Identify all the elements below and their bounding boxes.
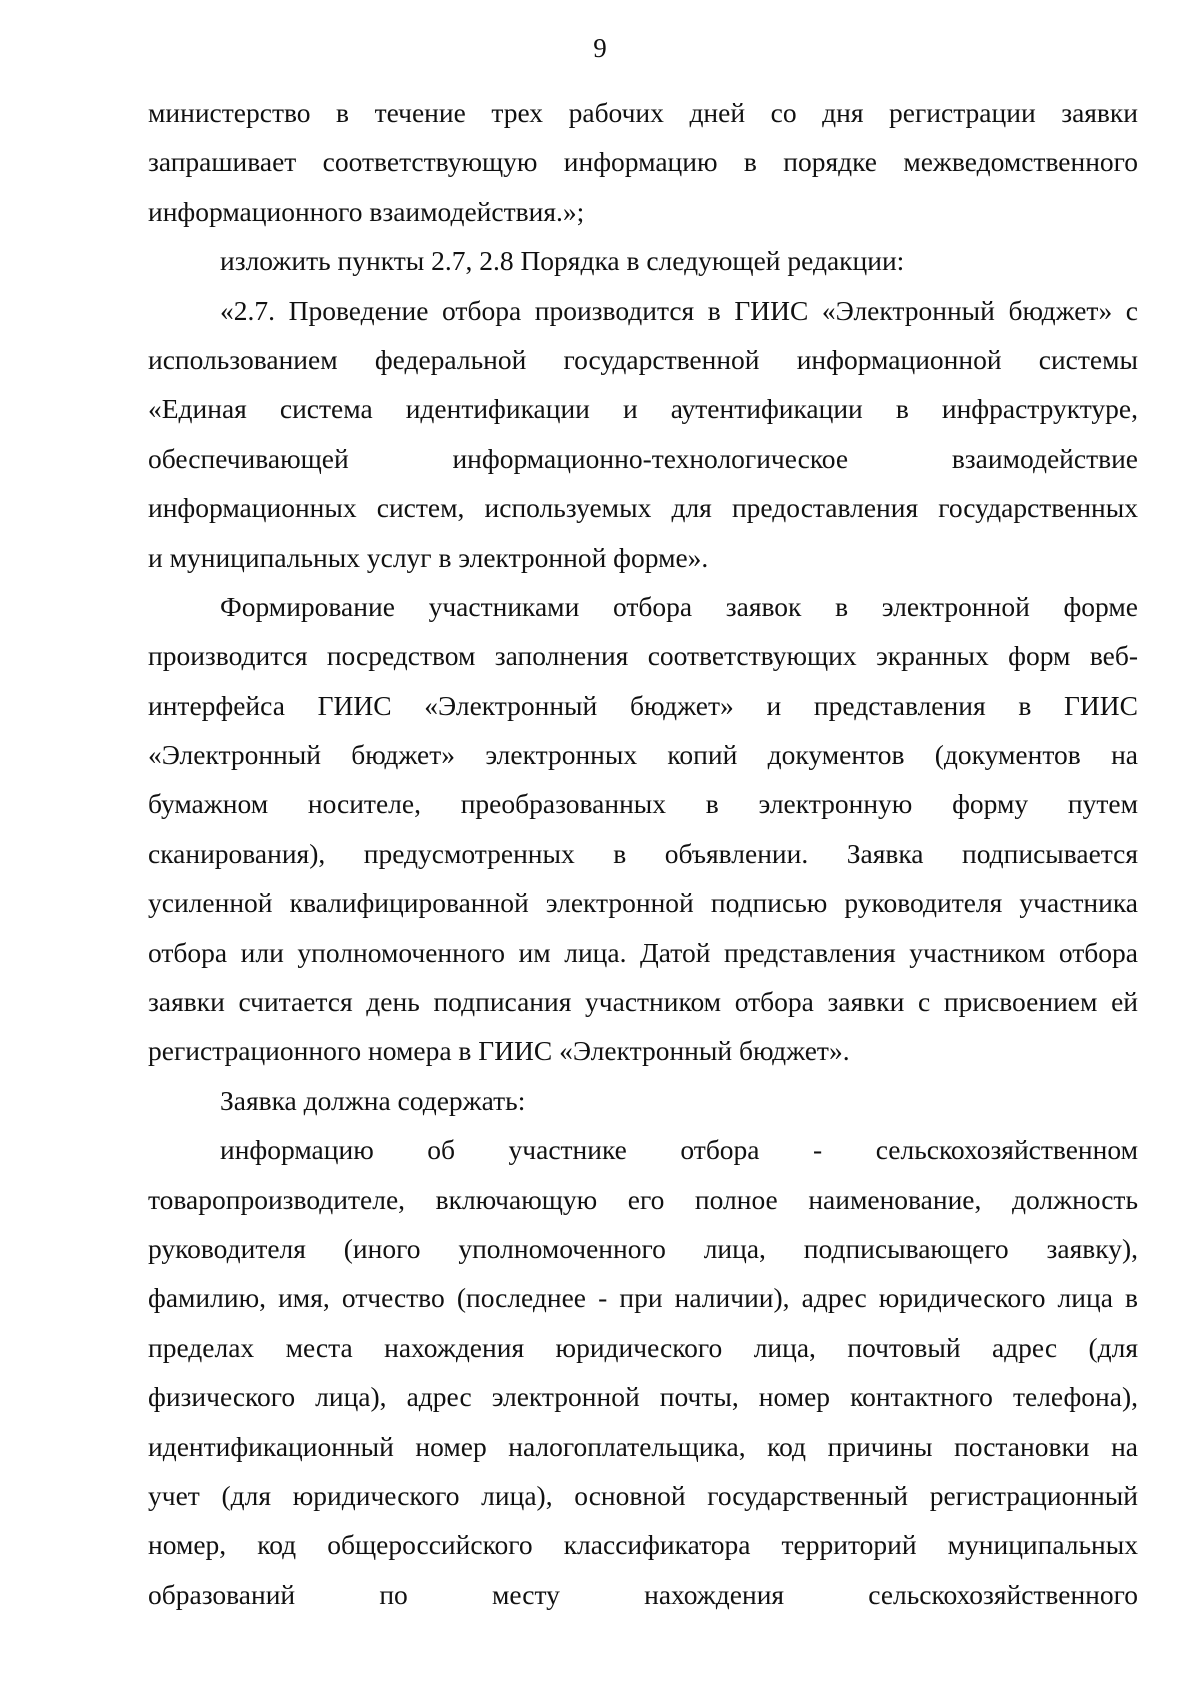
text-line: министерство в течение трех рабочих дней со дня регистрации заявки <box>148 97 1138 128</box>
text-line: «Электронный бюджет» электронных копий документов (документов на <box>148 739 1138 771</box>
text-line: обеспечивающей информационно-технологическое взаимодействие <box>148 442 1138 474</box>
text-line: сканирования), предусмотренных в объявлении. Заявка подписывается <box>148 837 1138 869</box>
text-line: информационных систем, используемых для предоставления государственных <box>148 492 1138 524</box>
text-line: регистрационного номера в ГИИС «Электронный бюджет». <box>148 1035 850 1067</box>
text-line: изложить пункты 2.7, 2.8 Порядка в следующей редакции: <box>220 245 905 277</box>
page-number: 9 <box>593 33 607 63</box>
text-line: интерфейса ГИИС «Электронный бюджет» и представления в ГИИС <box>148 689 1138 721</box>
text-line: идентификационный номер налогоплательщика, код причины постановки на <box>148 1430 1138 1462</box>
text-line: и муниципальных услуг в электронной форме». <box>148 541 709 573</box>
text-line: усиленной квалифицированной электронной подписью руководителя участника <box>148 887 1138 919</box>
text-line: номер, код общероссийского классификатора территорий муниципальных <box>148 1529 1138 1561</box>
text-line: Заявка должна содержать: <box>220 1084 526 1116</box>
text-line: фамилию, имя, отчество (последнее - при наличии), адрес юридического лица в <box>148 1282 1138 1314</box>
text-line: руководителя (иного уполномоченного лица, подписывающего заявку), <box>148 1232 1138 1264</box>
text-line: физического лица), адрес электронной почты, номер контактного телефона), <box>148 1381 1138 1413</box>
text-line: бумажном носителе, преобразованных в электронную форму путем <box>148 788 1138 820</box>
text-line: «Единая система идентификации и аутентификации в инфраструктуре, <box>148 393 1138 425</box>
text-line: использованием федеральной государственной информационной системы <box>148 343 1138 375</box>
text-line: производится посредством заполнения соответствующих экранных форм веб- <box>148 640 1138 672</box>
document-body <box>148 88 1138 1619</box>
text-line: товаропроизводителе, включающую его полное наименование, должность <box>148 1183 1138 1215</box>
text-line: запрашивает соответствующую информацию в порядке межведомственного <box>148 146 1138 178</box>
text-line: «2.7. Проведение отбора производится в ГИИС «Электронный бюджет» с <box>220 294 1138 326</box>
text-line: отбора или уполномоченного им лица. Датой представления участником отбора <box>148 936 1138 968</box>
text-line: информацию об участнике отбора - сельскохозяйственном <box>220 1134 1138 1166</box>
text-line: информационного взаимодействия.»; <box>148 195 585 227</box>
text-line: пределах места нахождения юридического лица, почтовый адрес (для <box>148 1331 1138 1363</box>
text-line: образований по месту нахождения сельскохозяйственного <box>148 1578 1138 1610</box>
text-line: Формирование участниками отбора заявок в электронной форме <box>220 590 1138 622</box>
text-line: учет (для юридического лица), основной государственный регистрационный <box>148 1479 1138 1511</box>
text-line: заявки считается день подписания участником отбора заявки с присвоением ей <box>148 986 1138 1018</box>
